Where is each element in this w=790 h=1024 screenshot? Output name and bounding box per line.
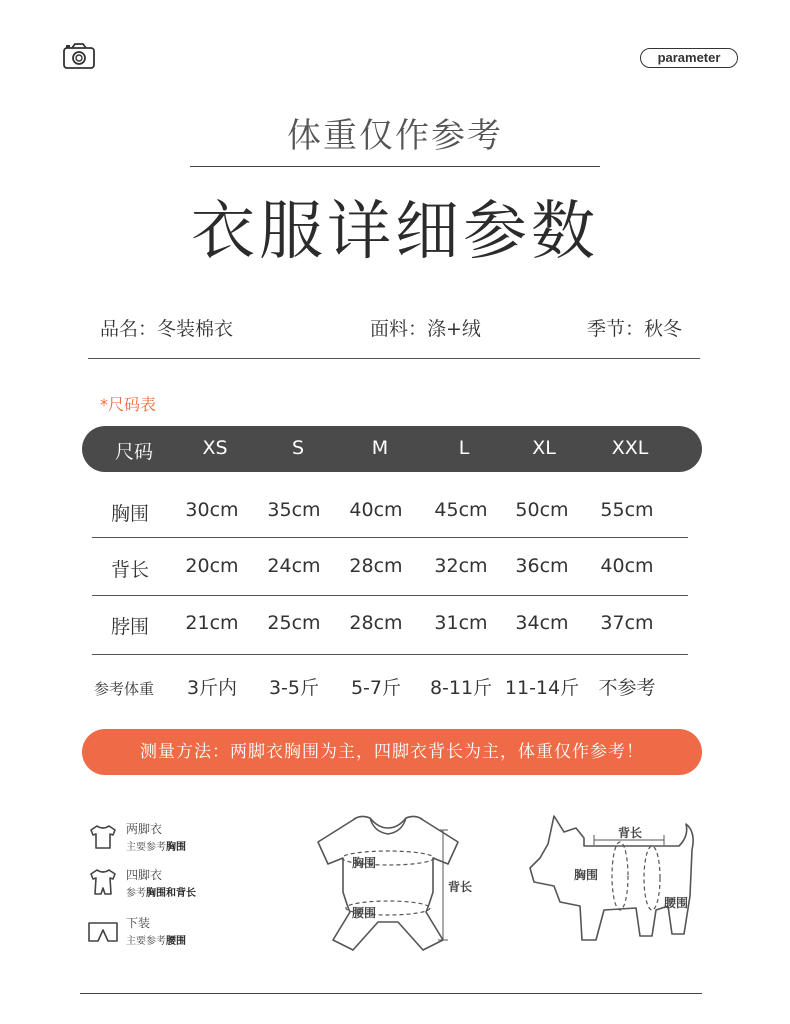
row-label: 脖围 bbox=[110, 616, 149, 638]
table-cell: 37cm bbox=[600, 612, 654, 634]
table-cell: 55cm bbox=[600, 499, 654, 521]
legend-title: 下装 bbox=[126, 916, 151, 930]
table-cell: 45cm bbox=[434, 499, 488, 521]
row-label: 胸围 bbox=[110, 503, 149, 525]
dog-chest-label: 胸围 bbox=[574, 868, 599, 882]
header-cell: XS bbox=[202, 437, 228, 459]
two-leg-shirt-icon bbox=[88, 824, 118, 850]
legend-subtitle: 主要参考腰围 bbox=[126, 936, 186, 947]
table-cell: 30cm bbox=[185, 499, 239, 521]
page-title: 衣服详细参数 bbox=[191, 195, 599, 269]
table-cell: 5-7斤 bbox=[350, 677, 402, 699]
table-cell: 40cm bbox=[600, 555, 654, 577]
diagram-waist-label: 腰围 bbox=[352, 906, 377, 920]
measurement-method-note: 测量方法：两脚衣胸围为主，四脚衣背长为主，体重仅作参考！ bbox=[82, 729, 702, 775]
table-cell: 20cm bbox=[185, 555, 239, 577]
row-divider bbox=[92, 654, 688, 655]
legend-title: 四脚衣 bbox=[126, 868, 163, 882]
table-cell: 36cm bbox=[515, 555, 569, 577]
diagram-chest-label: 胸围 bbox=[352, 856, 377, 870]
header-cell: L bbox=[458, 437, 470, 459]
diagram-back-length-label: 背长 bbox=[448, 880, 473, 894]
table-cell: 50cm bbox=[515, 499, 569, 521]
table-cell: 32cm bbox=[434, 555, 488, 577]
table-cell: 8-11斤 bbox=[429, 677, 493, 699]
row-divider bbox=[92, 537, 688, 538]
season-info: 季节：秋冬 bbox=[587, 318, 683, 340]
table-cell: 21cm bbox=[185, 612, 239, 634]
parameter-badge: parameter bbox=[640, 48, 738, 68]
size-chart-label: *尺码表 bbox=[100, 395, 157, 414]
legend-subtitle: 参考胸围和背长 bbox=[126, 888, 196, 899]
row-divider bbox=[92, 595, 688, 596]
table-cell: 11-14斤 bbox=[504, 677, 580, 699]
title-divider bbox=[190, 166, 600, 167]
table-cell: 28cm bbox=[349, 612, 403, 634]
legend-title: 两脚衣 bbox=[126, 822, 163, 836]
table-cell: 35cm bbox=[267, 499, 321, 521]
dog-back-length-label: 背长 bbox=[618, 826, 643, 840]
table-cell: 40cm bbox=[349, 499, 403, 521]
row-label: 参考体重 bbox=[94, 680, 155, 698]
header-cell: XL bbox=[532, 437, 556, 459]
table-cell: 34cm bbox=[515, 612, 569, 634]
bottom-divider bbox=[80, 993, 702, 994]
row-label: 背长 bbox=[110, 559, 149, 581]
product-name: 品名：冬装棉衣 bbox=[100, 318, 234, 340]
pants-icon bbox=[86, 920, 120, 944]
camera-icon bbox=[62, 42, 96, 70]
table-cell: 3-5斤 bbox=[268, 677, 320, 699]
dog-diagram bbox=[524, 806, 704, 954]
table-cell: 28cm bbox=[349, 555, 403, 577]
header-cell: M bbox=[371, 437, 389, 459]
page-subtitle: 体重仅作参考 bbox=[287, 116, 503, 156]
header-cell: XXL bbox=[611, 437, 649, 459]
table-cell: 31cm bbox=[434, 612, 488, 634]
header-cell: 尺码 bbox=[114, 441, 153, 463]
table-cell: 3斤内 bbox=[186, 677, 238, 699]
table-cell: 不参考 bbox=[598, 677, 656, 699]
table-cell: 24cm bbox=[267, 555, 321, 577]
info-divider bbox=[88, 358, 700, 359]
header-cell: S bbox=[291, 437, 305, 459]
material-info: 面料：涤+绒 bbox=[370, 318, 481, 340]
table-cell: 25cm bbox=[267, 612, 321, 634]
four-leg-suit-icon bbox=[88, 868, 118, 896]
legend-subtitle: 主要参考胸围 bbox=[126, 842, 186, 853]
dog-waist-label: 腰围 bbox=[664, 896, 689, 910]
